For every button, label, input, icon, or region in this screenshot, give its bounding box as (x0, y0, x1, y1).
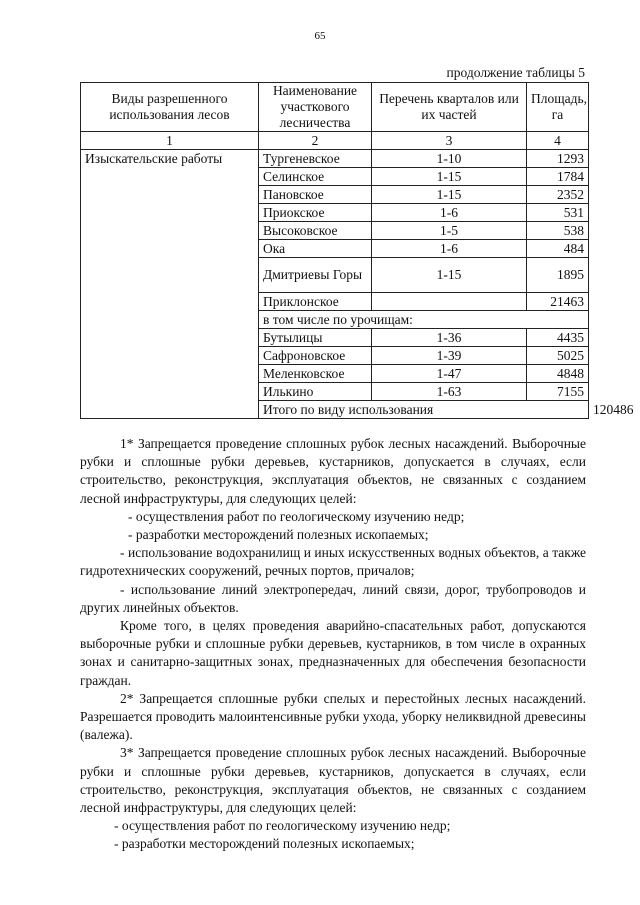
footnote-3: 3* Запрещается проведение сплошных рубок лесных насаждений. Выборочные рубки и сплошные рубки деревьев, кустарников, допускается в случаях, если строительство, реконструкция, эксплуатация объектов, не связанных с созданием лесной инфраструктуры, для следующих целей: (80, 745, 586, 816)
tract-name: Бутылицы (259, 329, 372, 347)
footnote-1: 1* Запрещается проведение сплошных рубок лесных насаждений. Выборочные рубки и сплошные рубки деревьев, кустарников, допускается в случаях, если строительство, реконструкция, эксплуатация объектов, не связанных с созданием лесной инфраструктуры, для следующих целей: (80, 436, 586, 506)
use-kind-cell: Изыскательские работы (81, 150, 259, 419)
quarters-value: 1-39 (372, 347, 527, 365)
header-quarters: Перечень кварталов или их частей (372, 83, 527, 132)
district-name: Приклонское (259, 293, 372, 311)
area-value: 5025 (527, 347, 589, 365)
tract-name: Сафроновское (259, 347, 372, 365)
district-name: Тургеневское (259, 150, 372, 168)
area-value: 484 (527, 240, 589, 258)
area-value: 531 (527, 204, 589, 222)
quarters-value: 1-6 (372, 204, 527, 222)
footnote-1-item: - осуществления работ по геологическому изучению недр; (128, 508, 465, 524)
header-district: Наименование участкового лесничества (259, 83, 372, 132)
col-number: 4 (527, 132, 589, 150)
area-value: 4848 (527, 365, 589, 383)
quarters-value: 1-6 (372, 240, 527, 258)
area-value: 1293 (527, 150, 589, 168)
district-name: Ока (259, 240, 372, 258)
footnote-2: 2* Запрещается сплошные рубки спелых и перестойных лесных насаждений. Разрешается проводить малоинтенсивные рубки ухода, уборку неликвидной древесины (валежа). (80, 690, 586, 743)
quarters-value: 1-47 (372, 365, 527, 383)
total-label: Итого по виду использования (259, 401, 589, 419)
area-value: 2352 (527, 186, 589, 204)
area-value: 21463 (527, 293, 589, 311)
footnote-1-addendum: Кроме того, в целях проведения аварийно-спасательных работ, допускаются выборочные рубки и сплошные рубки деревьев, кустарников, в том числе в охранных зонах и санитарно-защитных зонах, предназначенных для обеспечения безопасности граждан. (80, 618, 586, 688)
forest-use-table (80, 82, 634, 419)
footnote-3-item: - разработки месторождений полезных ископаемых; (114, 836, 415, 852)
page-number: 65 (314, 30, 326, 42)
district-name: Дмитриевы Горы (259, 258, 372, 293)
area-value: 538 (527, 222, 589, 240)
table-header-row (81, 83, 589, 132)
quarters-value: 1-15 (372, 258, 527, 293)
tract-name: Илькино (259, 383, 372, 401)
header-use-kind: Виды разрешенного использования лесов (81, 83, 259, 132)
header-area: Площадь, га (527, 83, 589, 132)
area-value: 1784 (527, 168, 589, 186)
quarters-value: 1-36 (372, 329, 527, 347)
quarters-value: 1-15 (372, 186, 527, 204)
area-value: 7155 (527, 383, 589, 401)
area-value: 1895 (527, 258, 589, 293)
quarters-value: 1-15 (372, 168, 527, 186)
district-name: Селинское (259, 168, 372, 186)
col-number: 3 (372, 132, 527, 150)
quarters-value: 1-5 (372, 222, 527, 240)
footnote-1-item: - разработки месторождений полезных ископаемых; (128, 527, 429, 543)
quarters-value: 1-63 (372, 383, 527, 401)
district-name: Высоковское (259, 222, 372, 240)
footnote-1-item: - использование водохранилищ и иных искусственных водных объектов, а также гидротехнических сооружений, речных портов, причалов; (80, 545, 586, 579)
table-continuation-label: продолжение таблицы 5 (446, 65, 585, 80)
quarters-value (372, 293, 527, 311)
quarters-value: 1-10 (372, 150, 527, 168)
col-number: 1 (81, 132, 259, 150)
table-row (81, 150, 589, 168)
district-name: Пановское (259, 186, 372, 204)
district-name: Приокское (259, 204, 372, 222)
tract-name: Меленковское (259, 365, 372, 383)
subheading-by-tract: в том числе по урочищам: (259, 311, 589, 329)
area-value: 4435 (527, 329, 589, 347)
col-number: 2 (259, 132, 372, 150)
footnotes (80, 435, 586, 854)
footnote-3-item: - осуществления работ по геологическому изучению недр; (114, 818, 451, 834)
column-number-row (81, 132, 589, 150)
footnote-1-item: - использование линий электропередач, линий связи, дорог, трубопроводов и других линейных объектов. (80, 581, 586, 615)
total-row: Итого по виду использования 120486 (81, 401, 589, 419)
